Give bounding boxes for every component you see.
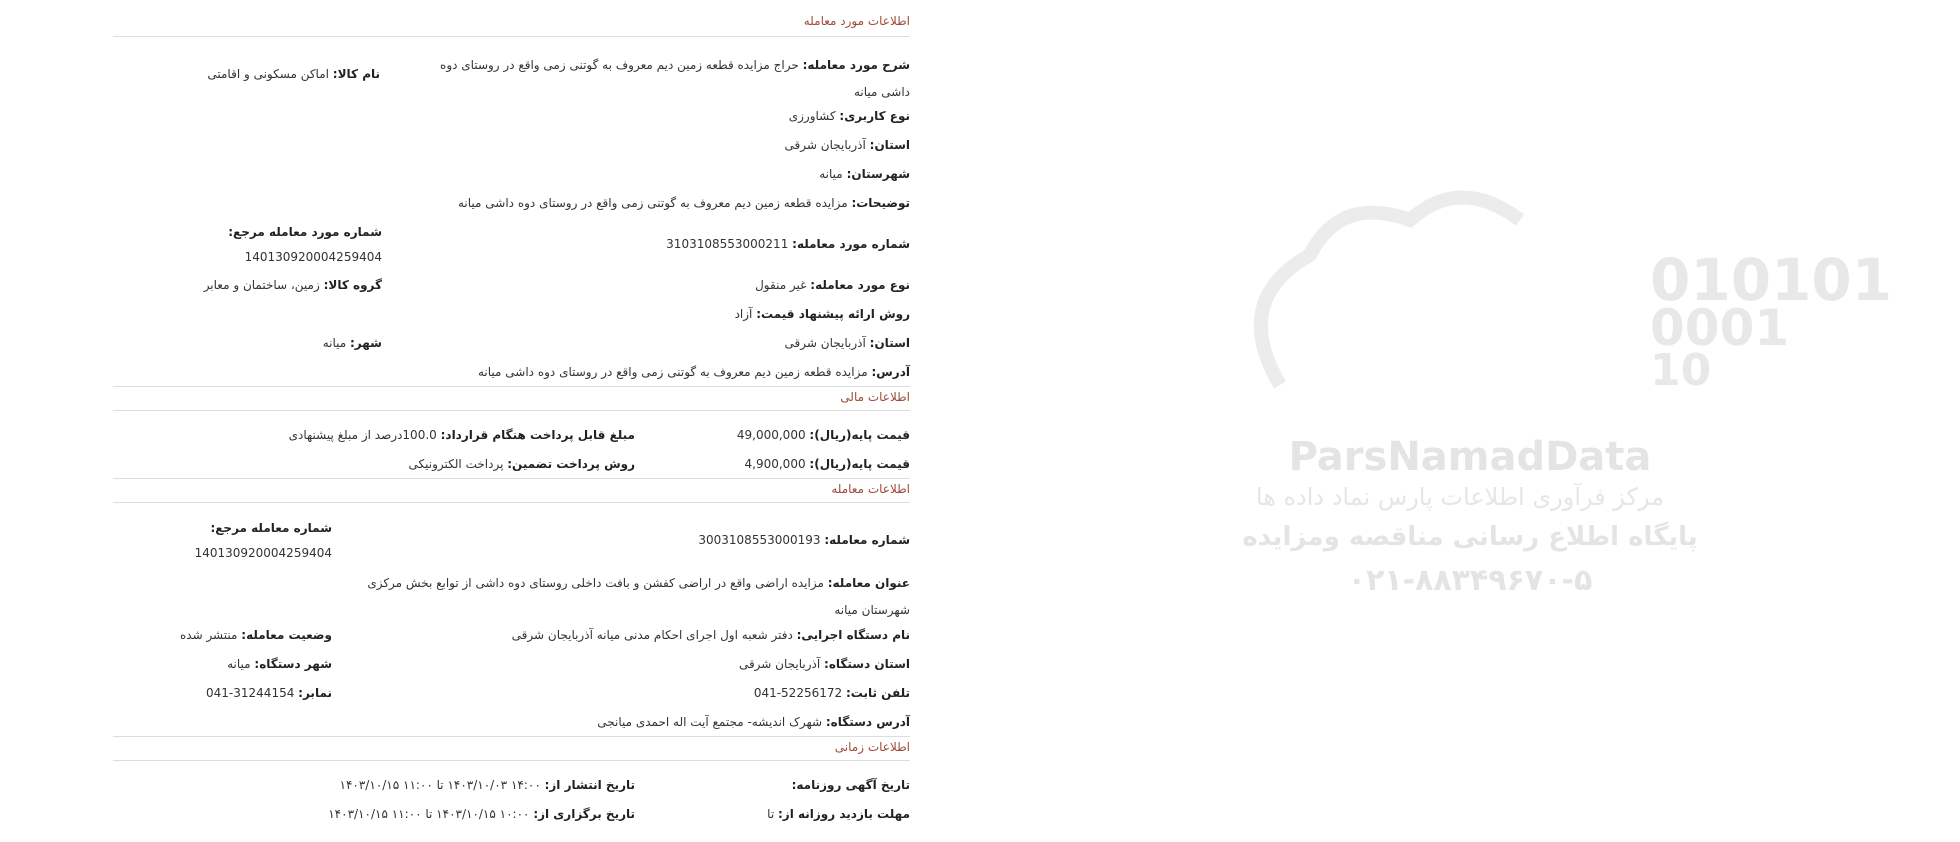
deal-reference-label: [210, 520, 332, 536]
watermark-digits-1: 010101: [1650, 246, 1893, 314]
guarantee-method-value: پرداخت الکترونیکی: [408, 457, 504, 471]
province-2-value: آذربایجان شرقی: [784, 336, 866, 350]
guarantee-method: [409, 456, 635, 472]
deal-number: [698, 532, 910, 548]
item-address-value: مزایده قطعه زمین دیم معروف به گوتنی زمی واقع در روستای دوه داشی میانه: [477, 365, 868, 379]
org-province-value: آذربایجان شرقی: [738, 657, 821, 671]
item-number-value: 3103108553000211: [666, 237, 789, 251]
item-type-value: غیر منقول: [755, 278, 807, 292]
deal-status-value: منتشر شده: [179, 628, 238, 642]
reference-item-number-value: [245, 249, 382, 265]
bid-method-value: آزاد: [734, 307, 753, 321]
divider: [113, 386, 910, 387]
item-description: [420, 52, 910, 106]
usage-type-value: کشاورزی: [788, 109, 836, 123]
org-address: [597, 714, 910, 730]
fax: [206, 685, 332, 701]
item-description-label: شرح مورد معامله:: [802, 58, 910, 72]
guarantee-method-label: روش پرداخت تضمین:: [507, 457, 635, 471]
reference-item-number-label-text: شماره مورد معامله مرجع:: [228, 225, 382, 239]
watermark-logo: [980, 0, 1960, 842]
daily-visit-period: [767, 806, 910, 822]
watermark-digits-3: 10: [1650, 345, 1712, 396]
org-province-label: استان دستگاه:: [824, 657, 910, 671]
landline-phone: [754, 685, 910, 701]
fax-label: نمابر:: [298, 686, 332, 700]
deal-number-value: 3003108553000193: [698, 533, 821, 547]
holding-period-value: ۱۰:۰۰ ۱۴۰۳/۱۰/۱۵ تا ۱۱:۰۰ ۱۴۰۳/۱۰/۱۵: [328, 807, 530, 821]
publish-period: [340, 777, 635, 793]
section-title-item: اطلاعات مورد معامله: [803, 14, 910, 28]
deal-status: [180, 627, 332, 643]
deal-title: [350, 570, 910, 624]
executive-org-value: دفتر شعبه اول اجرای احکام مدنی میانه آذربایجان شرقی: [511, 628, 793, 642]
holding-period-label: تاریخ برگزاری از:: [533, 807, 635, 821]
holding-period: [328, 806, 635, 822]
usage-type-label: نوع کاربری:: [839, 109, 910, 123]
publish-period-label: تاریخ انتشار از:: [544, 778, 635, 792]
item-address: [478, 364, 910, 380]
bid-method-label: روش ارائه پیشنهاد قیمت:: [756, 307, 910, 321]
contract-payment: [289, 427, 635, 443]
province-value: آذربایجان شرقی: [784, 138, 866, 152]
county-value: میانه: [819, 167, 843, 181]
deal-title-label: عنوان معامله:: [827, 576, 910, 590]
base-price-2-value: 4,900,000: [744, 457, 806, 471]
divider: [113, 410, 910, 411]
deal-reference-label-text: شماره معامله مرجع:: [210, 521, 332, 535]
goods-group-value: زمین، ساختمان و معابر: [203, 278, 320, 292]
divider: [113, 760, 910, 761]
fax-value: 041-31244154: [206, 686, 295, 700]
org-address-label: آدرس دستگاه:: [825, 715, 910, 729]
base-price-label: قیمت پایه(ریال):: [809, 428, 910, 442]
province: [785, 137, 910, 153]
city-label: شهر:: [350, 336, 382, 350]
base-price-value: 49,000,000: [736, 428, 806, 442]
publish-period-value: ۱۴:۰۰ ۱۴۰۳/۱۰/۰۳ تا ۱۱:۰۰ ۱۴۰۳/۱۰/۱۵: [339, 778, 541, 792]
base-price: [737, 427, 910, 443]
deal-title-value: مزایده اراضی واقع در اراضی کفشن و بافت داخلی روستای دوه داشی از توابع بخش مرکزی شهرستان میانه: [367, 576, 910, 617]
newspaper-ad-date: [792, 777, 910, 793]
divider: [113, 736, 910, 737]
usage-type: [789, 108, 910, 124]
daily-visit-period-value: تا: [767, 807, 775, 821]
goods-group: [204, 277, 382, 293]
contract-payment-label: مبلغ قابل پرداخت هنگام قرارداد:: [440, 428, 635, 442]
province-2-label: استان:: [869, 336, 910, 350]
watermark-digits-2: 0001: [1650, 299, 1790, 357]
item-type: [755, 277, 910, 293]
deal-number-label: شماره معامله:: [824, 533, 910, 547]
deal-status-label: وضعیت معامله:: [241, 628, 332, 642]
executive-org: [512, 627, 910, 643]
watermark-cloud-arc: [1261, 198, 1520, 386]
daily-visit-period-label: مهلت بازدید روزانه از:: [778, 807, 910, 821]
watermark-line-2: پایگاه اطلاع رسانی مناقصه ومزایده: [1242, 522, 1698, 552]
deal-reference-value: [195, 545, 332, 561]
divider: [113, 502, 910, 503]
divider: [113, 478, 910, 479]
goods-name: [207, 66, 380, 82]
goods-name-label: نام کالا:: [332, 67, 380, 81]
watermark-phone: ۰۲۱-۸۸۳۴۹۶۷۰-۵: [1347, 563, 1593, 598]
org-city-label: شهر دستگاه:: [254, 657, 332, 671]
province-2: [785, 335, 910, 351]
executive-org-label: نام دستگاه اجرایی:: [796, 628, 910, 642]
section-title-deal: اطلاعات معامله: [831, 482, 910, 496]
item-type-label: نوع مورد معامله:: [810, 278, 910, 292]
watermark-brand: ParsNamadData: [1288, 434, 1652, 480]
org-city: [227, 656, 332, 672]
section-title-finance: اطلاعات مالی: [840, 390, 910, 404]
item-address-label: آدرس:: [871, 365, 910, 379]
section-title-timing: اطلاعات زمانی: [834, 740, 910, 754]
contract-payment-value: 100.0درصد از مبلغ پیشنهادی: [288, 428, 437, 442]
goods-group-label: گروه کالا:: [323, 278, 382, 292]
bid-method: [735, 306, 910, 322]
item-notes-label: توضیحات:: [851, 196, 910, 210]
base-price-2: [745, 456, 910, 472]
deal-reference-value-text: 140130920004259404: [194, 546, 332, 560]
reference-item-number-value-text: 14013092000425940​4: [244, 250, 382, 264]
newspaper-ad-date-label: تاریخ آگهی روزنامه:: [791, 778, 910, 792]
county: [819, 166, 910, 182]
reference-item-number-label: [228, 224, 382, 240]
item-notes-value: مزایده قطعه زمین دیم معروف به گوتنی زمی واقع در روستای دوه داشی میانه: [457, 196, 848, 210]
county-label: شهرستان:: [846, 167, 910, 181]
base-price-2-label: قیمت پایه(ریال):: [809, 457, 910, 471]
divider: [113, 36, 910, 37]
org-address-value: شهرک اندیشه- مجتمع آیت اله احمدی میانجی: [597, 715, 823, 729]
org-province: [739, 656, 910, 672]
landline-phone-value: 041-52256172: [753, 686, 843, 700]
item-description-value: حراج مزایده قطعه زمین دیم معروف به گوتنی زمی واقع در روستای دوه داشی میانه: [440, 58, 910, 99]
item-number-label: شماره مورد معامله:: [792, 237, 910, 251]
landline-phone-label: تلفن ثابت:: [845, 686, 910, 700]
province-label: استان:: [869, 138, 910, 152]
item-notes: [458, 195, 910, 211]
city-value: میانه: [322, 336, 347, 350]
goods-name-value: اماکن مسکونی و اقامتی: [207, 67, 329, 81]
org-city-value: میانه: [227, 657, 251, 671]
city: [323, 335, 382, 351]
item-number: [666, 236, 910, 252]
watermark-line-1: مرکز فرآوری اطلاعات پارس نماد داده ها: [1255, 483, 1665, 511]
